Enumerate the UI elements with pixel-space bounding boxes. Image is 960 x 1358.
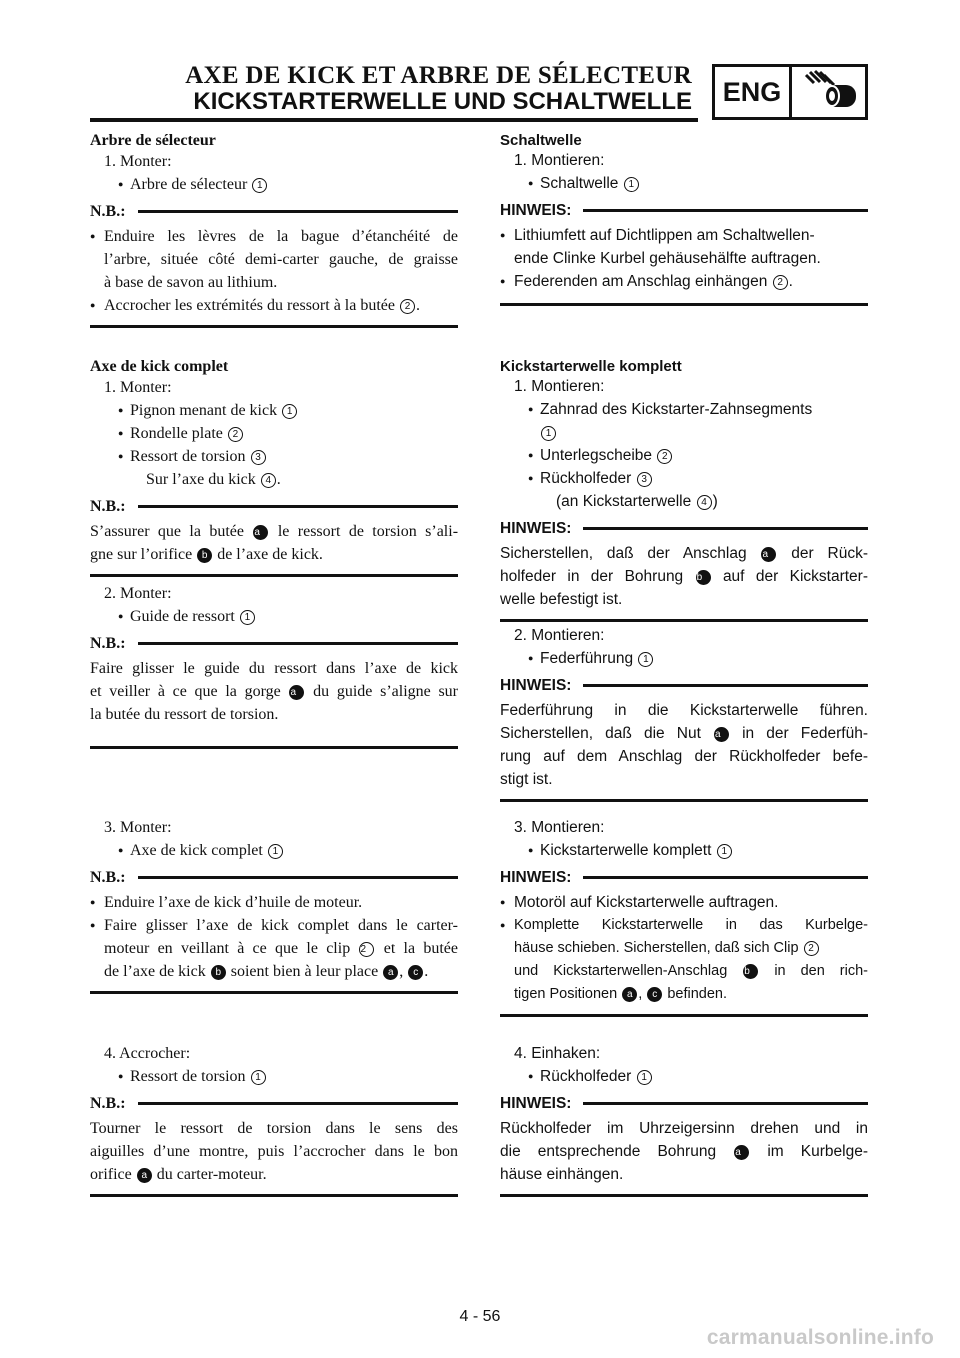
watermark: carmanualsonline.info bbox=[706, 1326, 934, 1349]
list-item: ● Rondelle plate 2 bbox=[90, 422, 458, 445]
step-label: 1. Montieren: bbox=[514, 152, 605, 169]
note-block bbox=[500, 199, 868, 306]
list-item: ● Zahnrad des Kickstarter-Zahnsegments 1 bbox=[500, 398, 868, 444]
list-item: ● Ressort de torsion 3 bbox=[90, 445, 458, 468]
list-item: ● Guide de ressort 1 bbox=[90, 605, 458, 628]
note-label: N.B.: bbox=[90, 635, 126, 652]
step-label: 2. Monter: bbox=[104, 585, 172, 602]
note-item: ● Lithiumfett auf Dichtlippen am Schaltwellen- ende Clinke Kurbel gehäusehälfte auftragen. bbox=[500, 224, 868, 270]
page-header bbox=[0, 0, 960, 130]
step-label: 4. Accrocher: bbox=[104, 1045, 191, 1062]
step-label: 3. Monter: bbox=[104, 819, 172, 836]
step-label: 1. Montieren: bbox=[514, 378, 605, 395]
note-label: N.B.: bbox=[90, 869, 126, 886]
eng-badge: ENG bbox=[712, 64, 792, 120]
note-item: ● Enduire l’axe de kick d’huile de moteur. bbox=[90, 891, 458, 914]
list-item: ● Rückholfeder 1 bbox=[500, 1065, 868, 1088]
note-item: ● Federenden am Anschlag einhängen 2 . bbox=[500, 270, 868, 293]
header-divider bbox=[90, 118, 698, 122]
de-section-kick-axle bbox=[500, 358, 868, 622]
page-title-de: KICKSTARTERWELLE UND SCHALTWELLE bbox=[193, 88, 692, 115]
note-item: ● Komplette Kickstarterwelle in das Kurbelge- häuse schieben. Sicherstellen, daß sich Clip 2 und Kickstarterwellen-Anschlag b in den rich- tigen Positionen a , c befinden. bbox=[500, 914, 868, 1006]
section-heading: Axe de kick complet bbox=[90, 358, 229, 375]
step-label: 4. Einhaken: bbox=[514, 1045, 601, 1062]
list-item: ● Unterlegscheibe 2 bbox=[500, 444, 868, 467]
de-section-spring-guide bbox=[500, 624, 868, 802]
list-item: ● Axe de kick complet 1 bbox=[90, 839, 458, 862]
list-item: ● Kickstarterwelle komplett 1 bbox=[500, 839, 868, 862]
note-item: ● Enduire les lèvres de la bague d’étanchéité de l’arbre, située côté demi-carter gauche, de graisse à base de savon au lithium. bbox=[90, 225, 458, 294]
note-item: ● Faire glisser l’axe de kick complet dans le carter- moteur en veillant à ce que le clip 2 et la butée de l’axe de kick b soient bien à leur place a , c . bbox=[90, 914, 458, 983]
note-block: HINWEIS: Federführung in die Kickstarterwelle führen. Sicherstellen, daß die Nut a in der Federfüh- rung auf dem Anschlag der Rückholfeder befe- stigt ist. bbox=[500, 674, 868, 802]
note-label: HINWEIS: bbox=[500, 869, 572, 886]
de-section-kick-axle-install bbox=[500, 816, 868, 1017]
fr-section-spring-guide bbox=[90, 582, 458, 749]
note-block bbox=[90, 866, 458, 994]
note-block bbox=[90, 200, 458, 328]
list-subitem: (an Kickstarterwelle 4 ) bbox=[556, 493, 718, 510]
note-item: ● Accrocher les extrémités du ressort à la butée 2 . bbox=[90, 294, 458, 317]
de-section-torsion-spring bbox=[500, 1042, 868, 1197]
note-block: N.B.: Tourner le ressort de torsion dans le sens des aiguilles d’une montre, puis l’accrocher dans le bon orifice a du carter-moteur. bbox=[90, 1092, 458, 1197]
list-item: ● Rückholfeder 3 bbox=[500, 467, 868, 490]
step-label: 1. Monter: bbox=[104, 379, 172, 396]
fr-section-kick-axle bbox=[90, 358, 458, 577]
section-heading: Schaltwelle bbox=[500, 132, 582, 149]
step-label: 3. Montieren: bbox=[514, 819, 605, 836]
note-block bbox=[500, 866, 868, 1017]
step-label: 1. Monter: bbox=[104, 153, 172, 170]
note-block: HINWEIS: Sicherstellen, daß der Anschlag a der Rück- holfeder in der Bohrung b auf der Kickstarter- welle befestigt ist. bbox=[500, 517, 868, 622]
page-number: 4 - 56 bbox=[459, 1308, 501, 1325]
note-item: ● Motoröl auf Kickstarterwelle auftragen. bbox=[500, 891, 868, 914]
fr-section-shift-shaft bbox=[90, 132, 458, 328]
note-label: N.B.: bbox=[90, 498, 126, 515]
fr-section-torsion-spring bbox=[90, 1042, 458, 1197]
list-item: ● Federführung 1 bbox=[500, 647, 868, 670]
note-label: N.B.: bbox=[90, 203, 126, 220]
step-label: 2. Montieren: bbox=[514, 627, 605, 644]
spring-wrench-icon bbox=[792, 64, 868, 120]
note-block: N.B.: S’assurer que la butée a le ressort de torsion s’ali- gne sur l’orifice b de l’axe de kick. bbox=[90, 495, 458, 577]
list-item: ● Schaltwelle 1 bbox=[500, 172, 868, 195]
fr-section-kick-axle-install bbox=[90, 816, 458, 994]
list-item: ● Pignon menant de kick 1 bbox=[90, 399, 458, 422]
list-item: ● Ressort de torsion 1 bbox=[90, 1065, 458, 1088]
section-heading: Arbre de sélecteur bbox=[90, 132, 216, 149]
note-label: HINWEIS: bbox=[500, 520, 572, 537]
note-label: HINWEIS: bbox=[500, 202, 572, 219]
section-heading: Kickstarterwelle komplett bbox=[500, 358, 682, 375]
list-item: ● Arbre de sélecteur 1 bbox=[90, 173, 458, 196]
note-label: HINWEIS: bbox=[500, 1095, 572, 1112]
de-section-shift-shaft bbox=[500, 132, 868, 306]
note-block: N.B.: Faire glisser le guide du ressort dans l’axe de kick et veiller à ce que la gorge a du guide s’aligne sur la butée du ressort de torsion. bbox=[90, 632, 458, 749]
page-title-fr: AXE DE KICK ET ARBRE DE SÉLECTEUR bbox=[185, 62, 692, 89]
note-label: N.B.: bbox=[90, 1095, 126, 1112]
list-subitem: Sur l’axe du kick 4 . bbox=[146, 471, 281, 488]
note-label: HINWEIS: bbox=[500, 677, 572, 694]
note-block: HINWEIS: Rückholfeder im Uhrzeigersinn drehen und in die entsprechende Bohrung a im Kurbelge- häuse einhängen. bbox=[500, 1092, 868, 1197]
